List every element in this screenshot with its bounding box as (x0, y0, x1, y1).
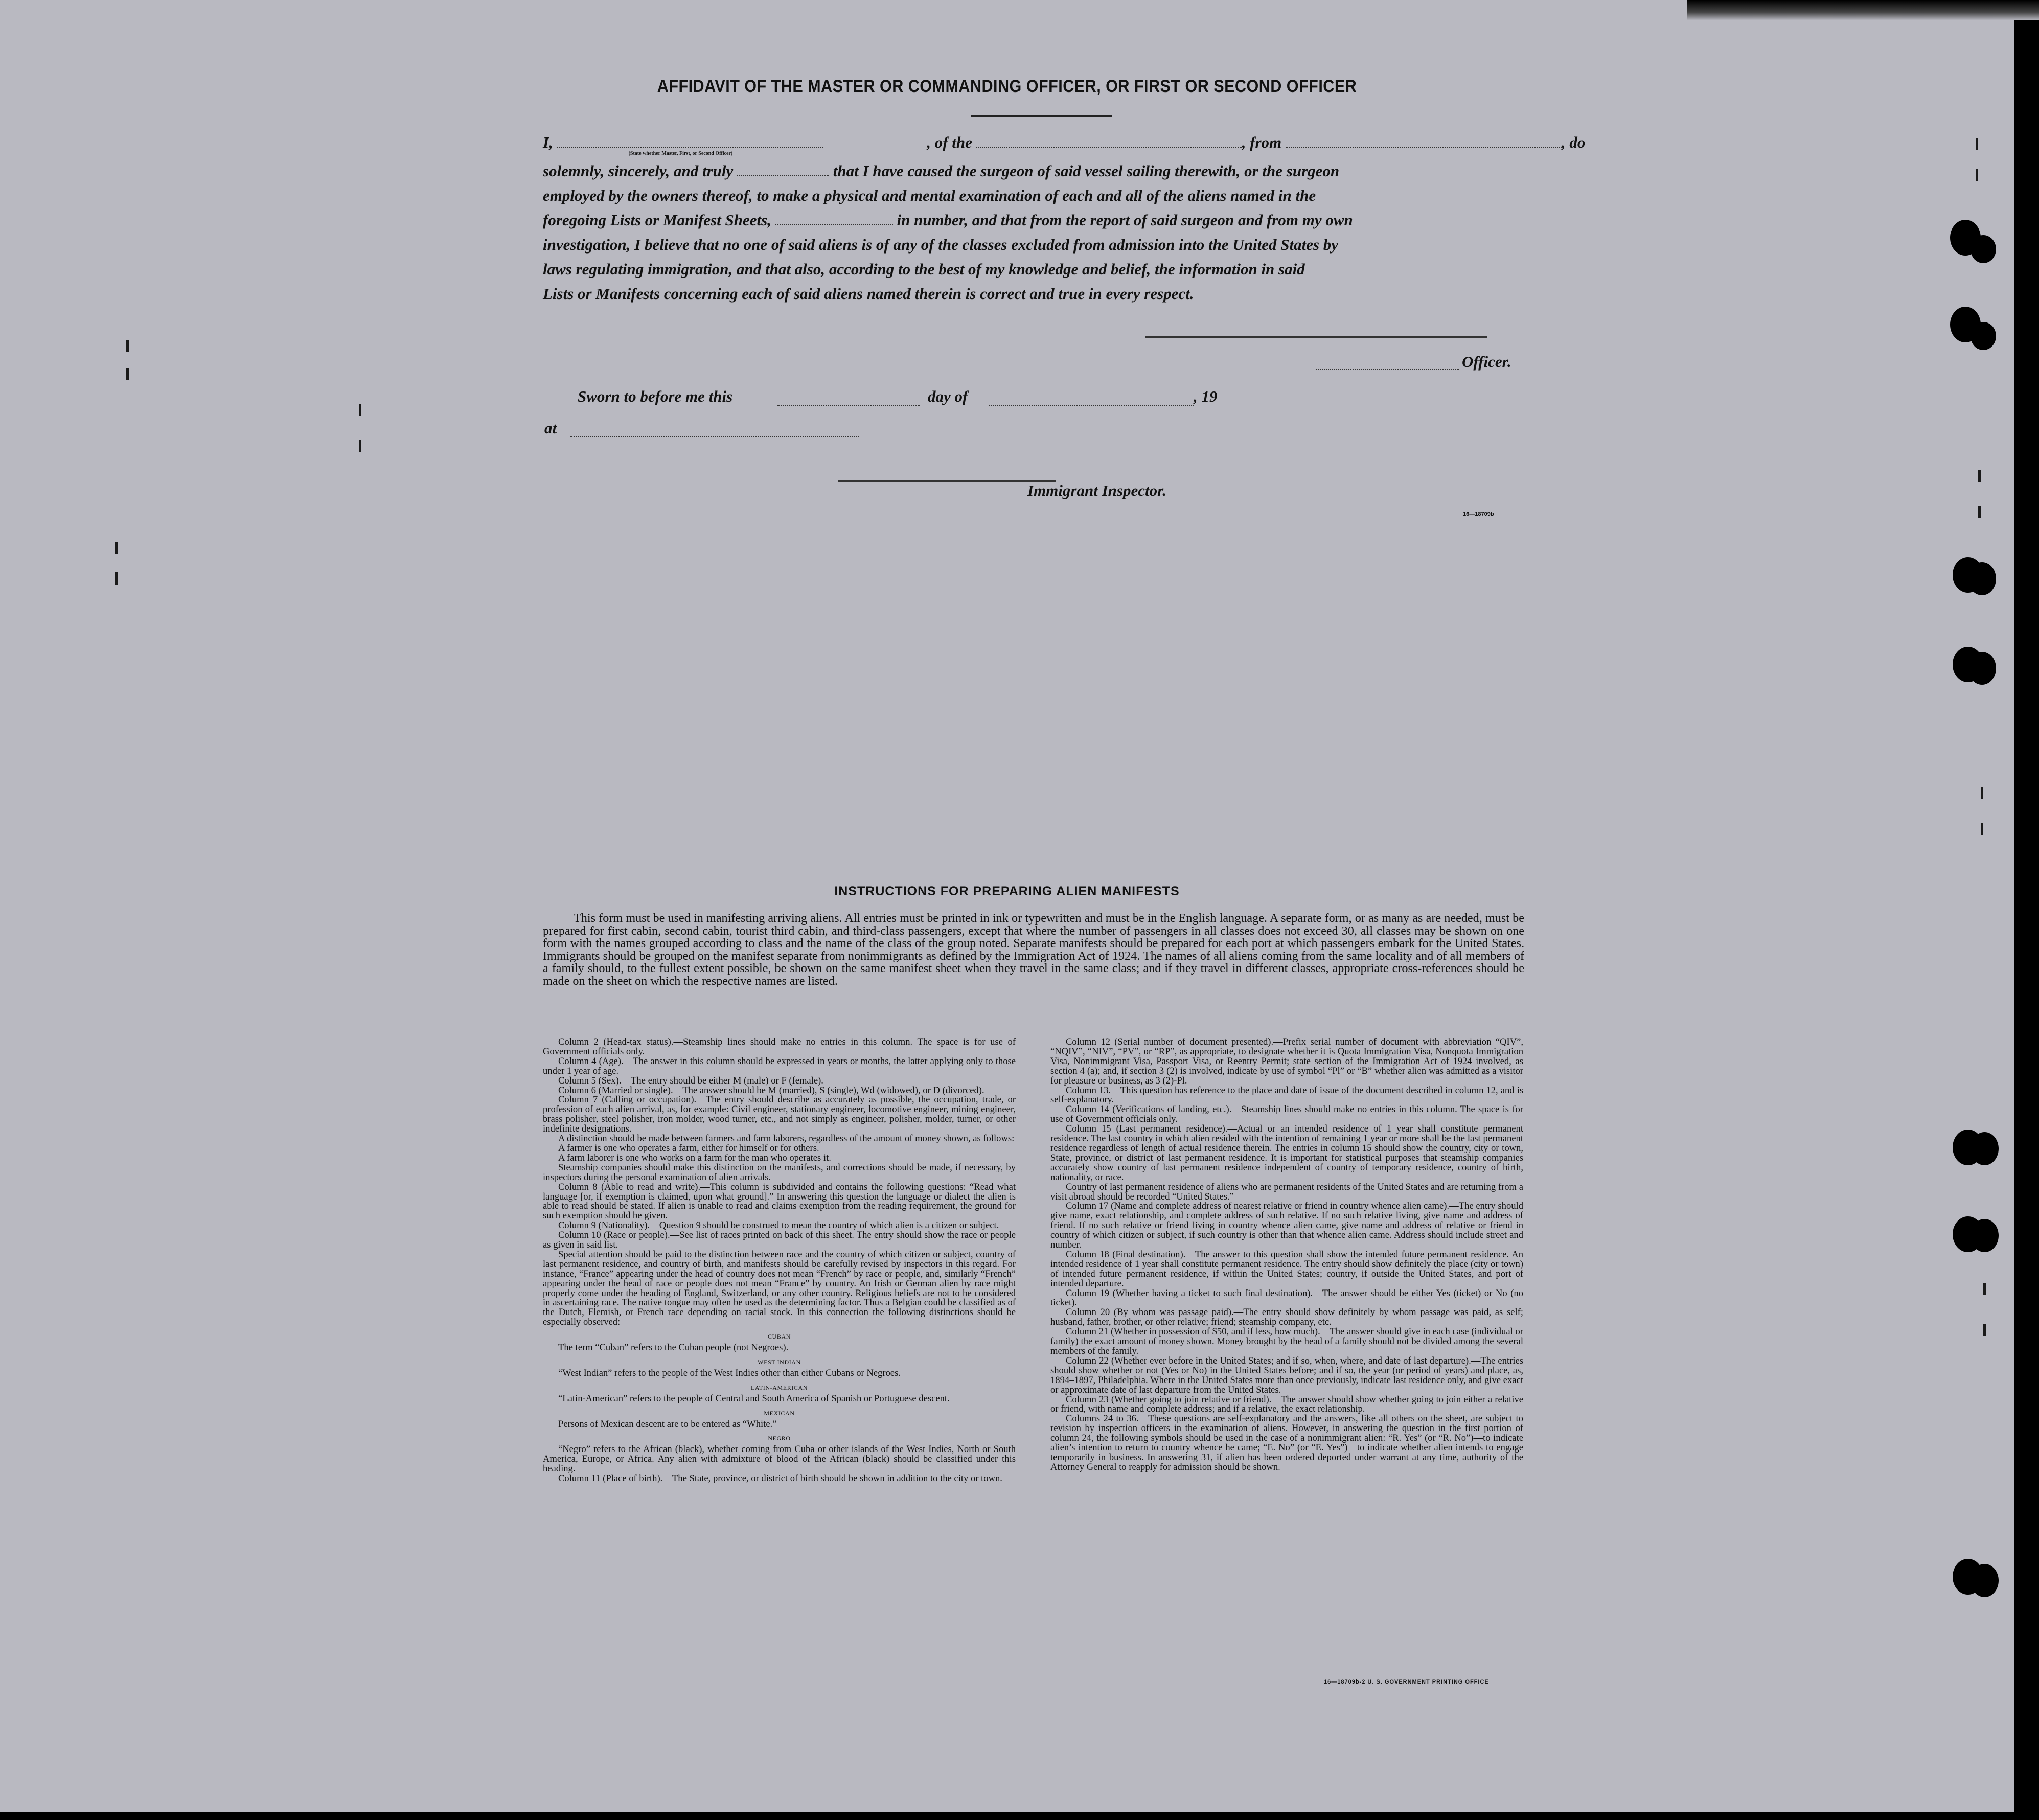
i-label: I, (543, 133, 553, 151)
instruction-paragraph: Steamship companies should make this distinction on the manifests, and corrections should be made, if necessary, by inspectors during the personal examination of alien arrivals. (543, 1162, 1016, 1183)
scan-edge-top (1687, 0, 2039, 20)
sworn-month-field[interactable] (989, 394, 1194, 406)
officer-title-field[interactable] (1316, 358, 1459, 370)
instruction-paragraph: Column 22 (Whether ever before in the United States; and if so, when, where, and date of last departure).—The entries should show whether or not (Yes or No) in the United States before; and if so, the year (or period of years) and place, as, 1894–1897, Philadelphia. Where in the United States more than once previously, indicate last residence only, and give exact or approximate date of last departure from the United States. (1050, 1355, 1523, 1395)
affidavit-line-7: Lists or Manifests concerning each of said aliens named therein is correct and true in every respect. (543, 285, 1194, 303)
affidavit-line-1 (543, 130, 1586, 159)
affidavit-line-6: laws regulating immigration, and that also, according to the best of my knowledge and belief, the information in said (543, 260, 1305, 278)
instruction-paragraph: Column 18 (Final destination).—The answer to this question shall show the intended future permanent residence. An intended residence of 1 year shall constitute permanent residence. The entry should show definitely the place (city or town) of intended future permanent residence, if within the United States; country, if outside the United States, and port of intended departure. (1050, 1249, 1523, 1289)
instruction-paragraph: Column 7 (Calling or occupation).—The entry should describe as accurately as possible, the occupation, trade, or profession of each alien arrival, as, for example: Civil engineer, stationary engineer, locomotive engineer, mining engineer, brass polisher, steel polisher, iron molder, wood turner, etc., and not simply as engineer, polisher, molder, turner, or other indefinite designations. (543, 1094, 1016, 1135)
inspector-label: Immigrant Inspector. (1027, 481, 1167, 499)
scan-mark (1976, 169, 1978, 181)
negro-definition: “Negro” refers to the African (black), whether coming from Cuba or other islands of the West Indies, North or South America, Europe, or Africa. Any alien with admixture of blood of the African (black) should be classified under this heading. (543, 1444, 1016, 1475)
sworn-place-field[interactable] (570, 425, 859, 437)
printing-office-footer: 16—18709b-2 U. S. GOVERNMENT PRINTING OFFICE (1324, 1679, 1489, 1685)
affidavit-line-4 (543, 208, 1523, 233)
punch-hole (1971, 235, 1996, 263)
form-number: 16—18709b (1463, 511, 1494, 517)
officer-rank-field[interactable] (557, 135, 823, 148)
sworn-label: Sworn to before me this (578, 387, 733, 405)
instruction-paragraph: Column 8 (Able to read and write).—This column is subdivided and contains the following questions: “Read what language [or, if exemption is claimed, upon what ground].” In answering this question the language or dialect the alien is able to read should be stated. If alien is unable to read and claims exemption from the reading requirement, the ground for such exemption should be given. (543, 1181, 1016, 1222)
instruction-paragraph: Column 17 (Name and complete address of nearest relative or friend in country whence alien came).—The entry should give name, exact relationship, and complete address of such relative. If no such relative living, give name and address of friend. If no such relative or friend living in country whence alien came, give name and address of relative or friend in country of which citizen or subject, if such country is other than that whence alien came. Address should include street and number. (1050, 1201, 1523, 1251)
cuban-definition: The term “Cuban” refers to the Cuban people (not Negroes). (558, 1342, 789, 1353)
instruction-paragraph: Column 5 (Sex).—The entry should be either M (male) or F (female). (558, 1075, 823, 1086)
affidavit-line-3: employed by the owners thereof, to make a physical and mental examination of each and all of the aliens named in the (543, 187, 1316, 204)
instruction-paragraph: Column 2 (Head-tax status).—Steamship lines should make no entries in this column. The space is for use of Government officials only. (543, 1036, 1016, 1057)
instruction-paragraph: Column 15 (Last permanent residence).—Actual or an intended residence of 1 year shall constitute permanent residence. The last country in which alien resided with the intention of remaining 1 year or more shall be the last permanent residence regardless of length of actual residence therein. The entries in column 15 should show the country, city or town, State, province, or district of last permanent residence. It is important for statistical purposes that steamship companies accurately show country of last permanent residence independent of country of temporary residence, country of birth, nationality, or race. (1050, 1123, 1523, 1183)
instruction-paragraph: Column 12 (Serial number of document presented).—Prefix serial number of document with abbreviation “QIV”, “NQIV”, “NIV”, “PV”, or “RP”, as appropriate, to designate whether it is Quota Immigration Visa, Nonquota Immigration Visa, Nonimmigrant Visa, Passport Visa, or Reentry Permit; state section of the Immigration Act of 1924 involved, as section 4 (a); and, if section 3 (2) is involved, indicate by use of symbol “Pl” or “B” whether alien was admitted as a visitor for pleasure or business, as 3 (2)-Pl. (1050, 1036, 1523, 1086)
punch-hole (1971, 1219, 1999, 1252)
scan-mark (126, 368, 129, 380)
scan-mark (115, 572, 118, 585)
west-indian-heading: WEST INDIAN (758, 1358, 801, 1366)
instruction-paragraph: A farm laborer is one who works on a farm for the man who operates it. (558, 1152, 831, 1163)
instructions-left-column (543, 1038, 1016, 1484)
instruction-paragraph: Column 6 (Married or single).—The answer should be M (married), S (single), Wd (widowed), or D (divorced). (558, 1085, 984, 1096)
negro-heading: NEGRO (768, 1435, 791, 1442)
vessel-field[interactable] (976, 135, 1242, 148)
instruction-paragraph: Country of last permanent residence of aliens who are permanent residents of the United States and are returning from a visit abroad should be recorded “United States.” (1050, 1181, 1523, 1202)
year-label: , 19 (1194, 387, 1218, 405)
instruction-paragraph: A distinction should be made between farmers and farm laborers, regardless of the amount of money shown, as follows: (558, 1133, 1015, 1144)
mexican-definition: Persons of Mexican descent are to be entered as “White.” (558, 1418, 777, 1430)
scan-mark (1981, 823, 1983, 835)
of-the-label: , of the (927, 133, 972, 151)
instructions-intro: This form must be used in manifesting arriving aliens. All entries must be printed in ink or typewritten and must be in the English language. A separate form, or as many as are needed, must be prepared for first cabin, second cabin, tourist third cabin, and third-class passengers, except that where the number of passengers in all classes does not exceed 30, all classes may be shown on one form with the names grouped according to class and the name of the class of the group noted. Separate manifests should be prepared for each port at which passengers embark for the United States. Immigrants should be grouped on the manifest separate from nonimmigrants as defined by the Immigration Act of 1924. The names of all aliens coming from the same locality and of all members of a family should, to the fullest extent possible, be shown on the same manifest sheet when they travel in the same class; and if they travel in different classes, appropriate cross-references should be made on the sheet on which the respective names are listed. (543, 911, 1524, 988)
instruction-paragraph: Column 9 (Nationality).—Question 9 should be construed to mean the country of which alien is a citizen or subject. (558, 1220, 999, 1231)
sworn-day-field[interactable] (777, 394, 920, 406)
affidavit-title: AFFIDAVIT OF THE MASTER OR COMMANDING OFFICER, OR FIRST OR SECOND OFFICER (657, 77, 1357, 96)
instruction-paragraph: A farmer is one who operates a farm, either for himself or for others. (558, 1142, 819, 1154)
scan-mark (126, 340, 129, 352)
officer-label: Officer. (1462, 353, 1511, 371)
west-indian-definition: “West Indian” refers to the people of the West Indies other than either Cubans or Negroes. (558, 1367, 901, 1378)
affidavit-line-2 (543, 159, 1523, 183)
instruction-paragraph: Column 4 (Age).—The answer in this column should be expressed in years or months, the latter applying only to those under 1 year of age. (543, 1055, 1016, 1076)
from-label: , from (1242, 133, 1282, 151)
affidavit-text-segment: that I have caused the surgeon of said vessel sailing therewith, or the surgeon (833, 162, 1340, 180)
instruction-paragraph: Column 13.—This question has reference to the place and date of issue of the document described in column 12, and is self-explanatory. (1050, 1085, 1523, 1105)
scan-mark (1983, 1324, 1986, 1336)
sheet-count-field[interactable] (775, 213, 893, 225)
at-label: at (544, 419, 557, 437)
scan-mark (1981, 787, 1983, 799)
scan-mark (1978, 470, 1981, 482)
affidavit-text-segment: in number, and that from the report of said surgeon and from my own (897, 211, 1353, 229)
scan-mark (1978, 506, 1981, 518)
swear-field[interactable] (737, 164, 829, 176)
affidavit-text (543, 130, 1586, 306)
scan-mark (359, 404, 361, 416)
punch-hole (1971, 322, 1996, 350)
instruction-paragraph: Column 19 (Whether having a ticket to such final destination).—The answer should be either Yes (ticket) or No (no ticket). (1050, 1287, 1523, 1308)
inspector-signature-line[interactable] (838, 480, 1056, 482)
affidavit-text-segment: solemnly, sincerely, and truly (543, 162, 734, 180)
punch-hole (1968, 562, 1996, 595)
instruction-paragraph: Columns 24 to 36.—These questions are self-explanatory and the answers, like all others on the sheet, are subject to revision by inspection officers in the examination of aliens. However, in answering the question in the first portion of column 24, the following symbols should be used in the case of a nonimmigrant alien: “R. Yes” (or “R. No”)—to indicate alien’s intention to return to country whence he came; “E. No” (or “E. Yes”)—to indicate whether alien intends to engage temporarily in business. In answering 31, if alien has been ordered deported under warrant at any time, authority of the Attorney General to reapply for admission should be shown. (1050, 1413, 1523, 1472)
instruction-paragraph: Column 20 (By whom was passage paid).—The entry should show definitely by whom passage was paid, as self; husband, father, brother, or other relative; friend; steamship company, etc. (1050, 1307, 1523, 1328)
day-of-label: day of (928, 387, 968, 405)
officer-rank-note: (State whether Master, First, or Second Officer) (628, 151, 733, 156)
instruction-paragraph: Column 21 (Whether in possession of $50, and if less, how much).—The answer should give in each case (individual or family) the exact amount of money shown. Money brought by the head of a family should not be divided among the several members of the family. (1050, 1326, 1523, 1356)
instruction-paragraph: Column 14 (Verifications of landing, etc.).—Steamship lines should make no entries in this column. The space is for use of Government officials only. (1050, 1104, 1523, 1125)
punch-hole (1968, 652, 1996, 685)
scan-mark (1976, 138, 1978, 150)
punch-hole (1971, 1132, 1999, 1165)
instructions-right-column (1050, 1038, 1523, 1472)
mexican-heading: MEXICAN (764, 1409, 795, 1417)
scan-mark (115, 542, 118, 554)
title-rule (971, 115, 1112, 117)
port-field[interactable] (1286, 135, 1562, 148)
instructions-title: INSTRUCTIONS FOR PREPARING ALIEN MANIFESTS (834, 884, 1180, 899)
punch-hole (1971, 1564, 1999, 1597)
instruction-paragraph: Special attention should be paid to the distinction between race and the country of which citizen or subject, country of last permanent residence, and country of birth, and manifests should be carefully revised by inspectors in this regard. For instance, “France” appearing under the head of country does not mean “French” by race or people, and, similarly “French” appearing under the head of race or people does not mean “France” by country. An Irish or German alien by race might properly come under the heading of England, Switzerland, or any other country. Religious beliefs are not to be considered in ascertaining race. The native tongue may often be used as the determining factor. Thus a Belgian could be classified as of the Dutch, Flemish, or French race depending on racial stock. In this connection the following distinctions should be especially observed: (543, 1249, 1016, 1328)
latin-american-heading: LATIN-AMERICAN (750, 1384, 808, 1391)
do-label: , do (1561, 133, 1586, 151)
affidavit-line-5: investigation, I believe that no one of said aliens is of any of the classes excluded from admission into the United States by (543, 236, 1339, 254)
instruction-paragraph: Column 23 (Whether going to join relative or friend).—The answer should show whether going to join either a relative or friend, with name and complete address; and if a relative, the exact relationship. (1050, 1394, 1523, 1415)
latin-american-definition: “Latin-American” refers to the people of Central and South America of Spanish or Portuguese descent. (558, 1393, 950, 1404)
scan-mark (359, 440, 361, 452)
instruction-paragraph: Column 10 (Race or people).—See list of races printed on back of this sheet. The entry should show the race or people as given in said list. (543, 1230, 1016, 1251)
affidavit-text-segment: foregoing Lists or Manifest Sheets, (543, 211, 771, 229)
cuban-heading: CUBAN (767, 1333, 791, 1341)
scan-mark (1983, 1283, 1986, 1295)
instruction-paragraph: Column 11 (Place of birth).—The State, province, or district of birth should be shown in addition to the city or town. (558, 1473, 1002, 1484)
signature-line[interactable] (1145, 336, 1487, 338)
